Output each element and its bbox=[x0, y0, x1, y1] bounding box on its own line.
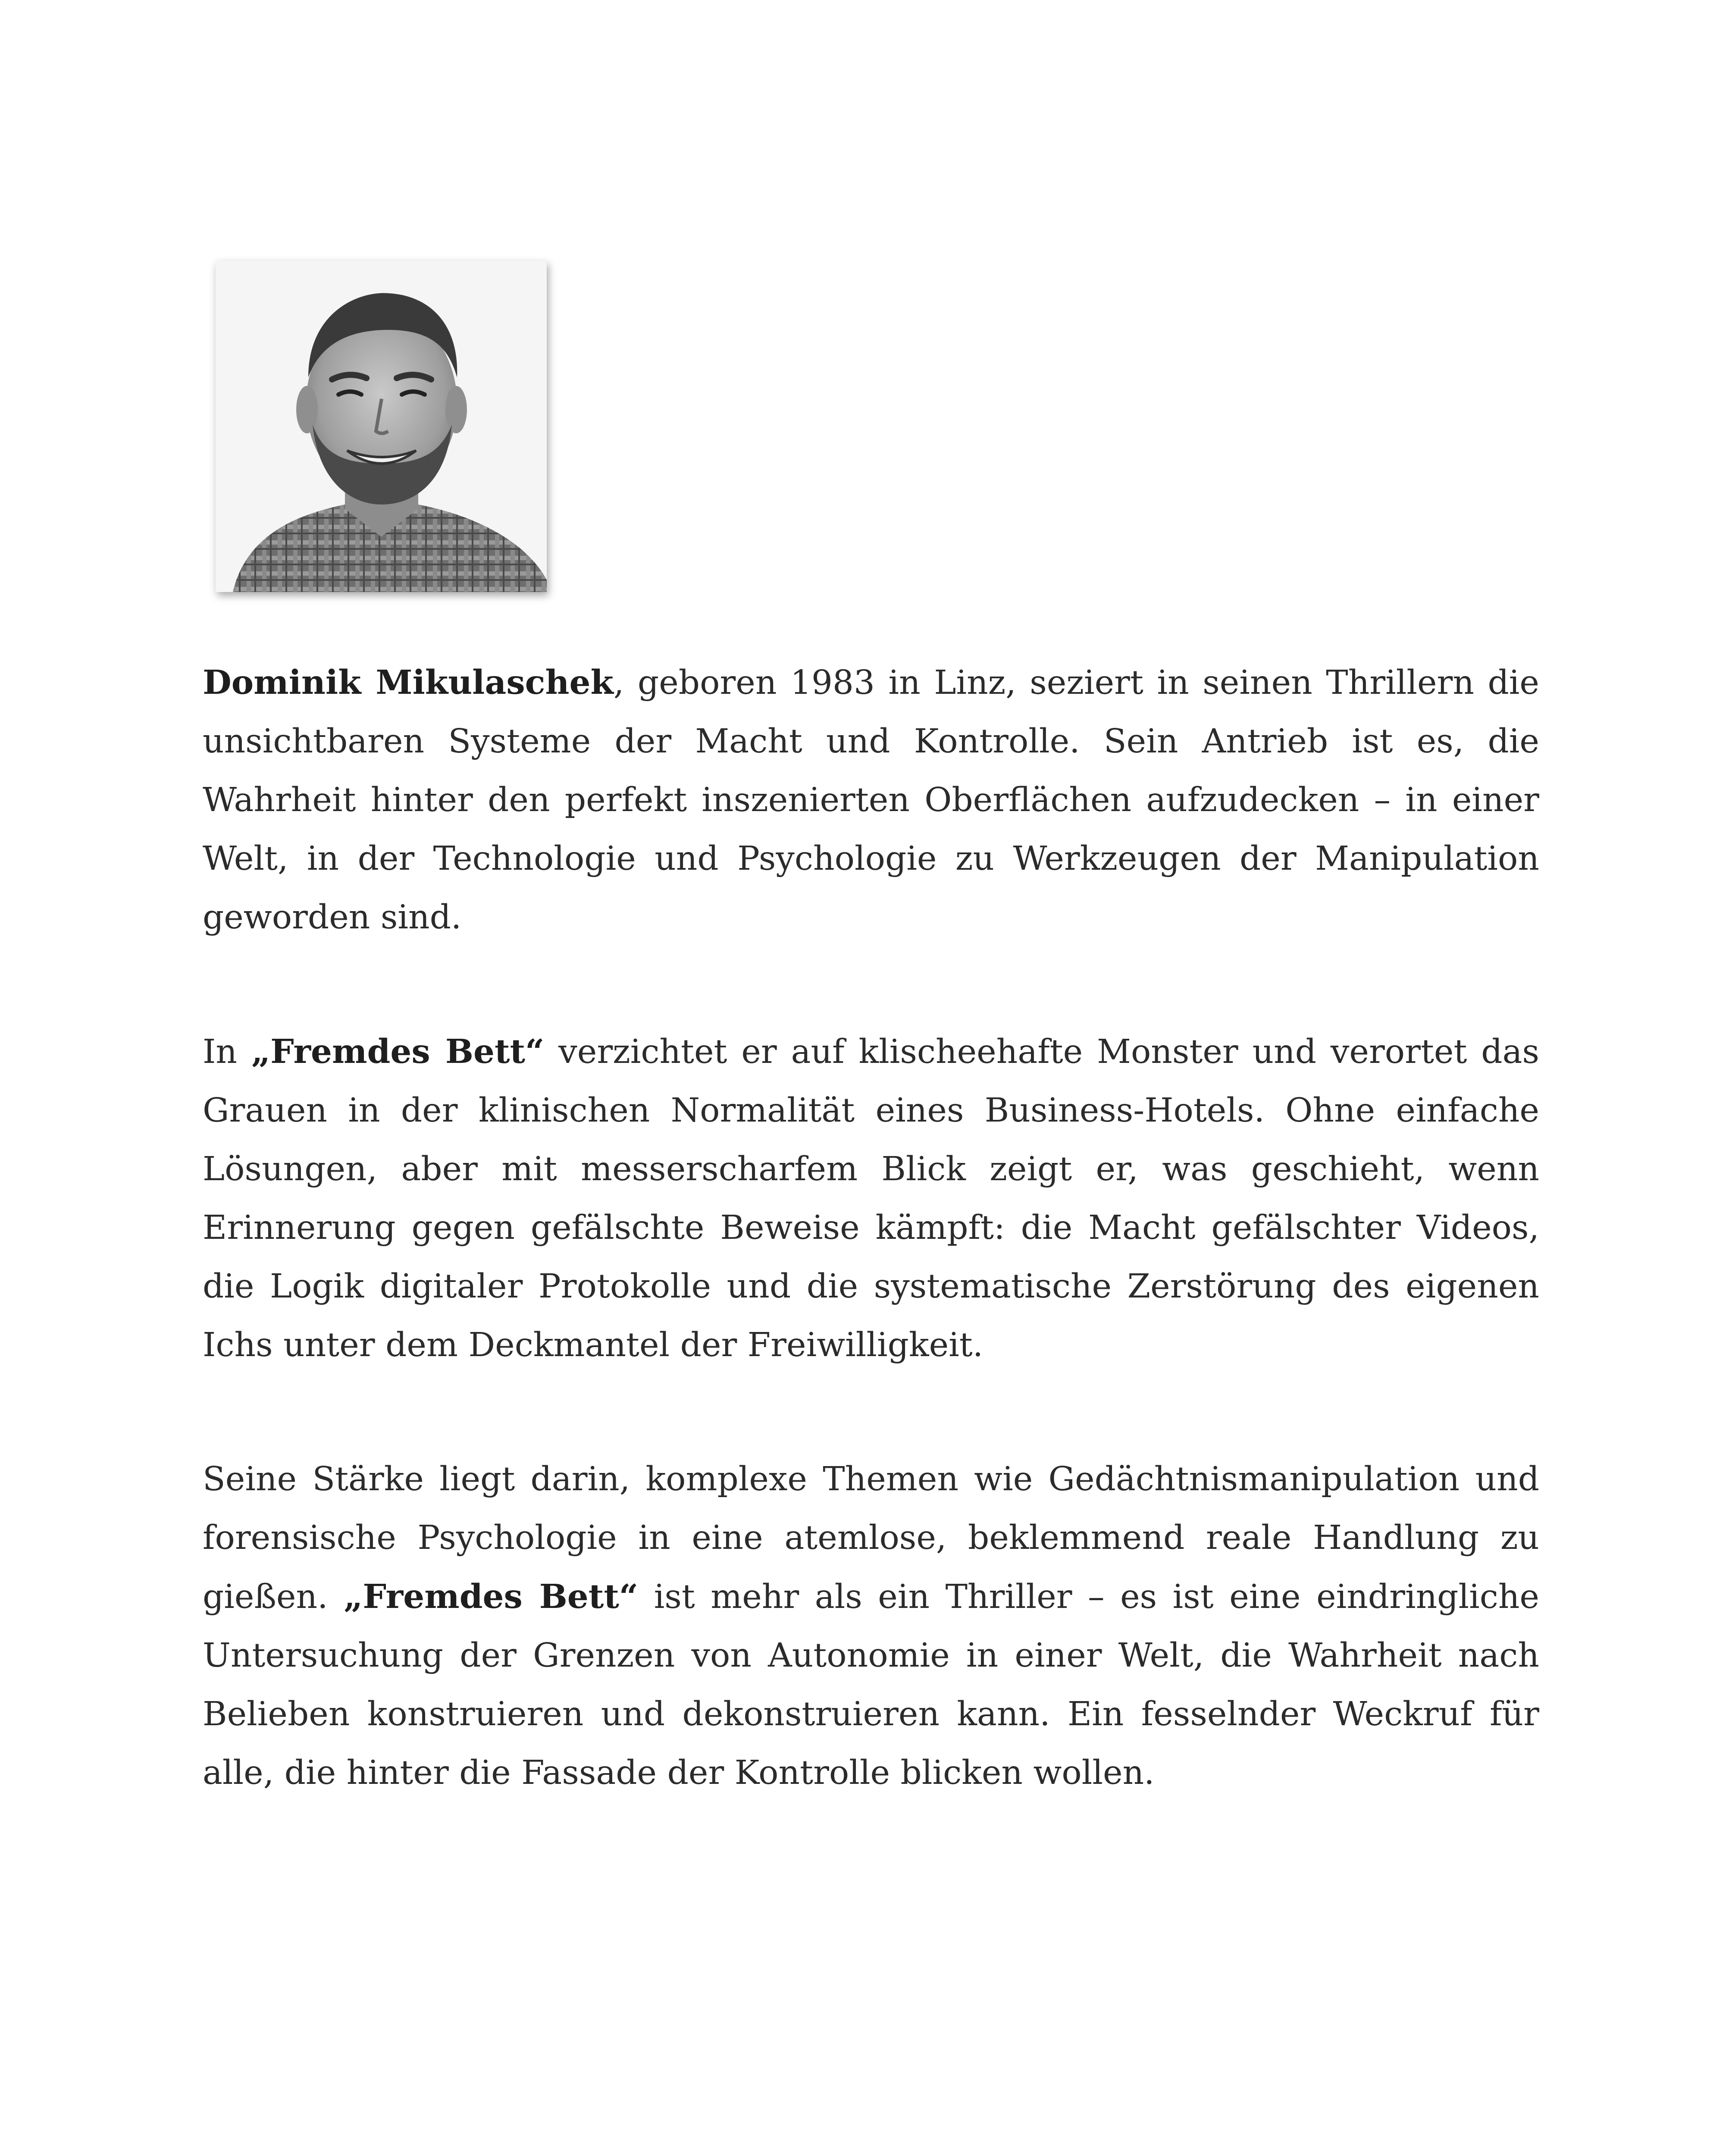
book-title: „Fremdes Bett“ bbox=[344, 1577, 639, 1616]
bio-paragraph-1-text: , geboren 1983 in Linz, seziert in seinen Thrillern die unsichtbaren Systeme der Macht und Kontrolle. Sein Antrieb ist es, die Wahrheit hinter den perfekt inszenierten Oberflächen aufzudecken – in einer Welt, in der Technologie und Psychologie zu Werkzeugen der Manipulation geworden sind. bbox=[203, 664, 1539, 937]
bio-paragraph-2-text: verzichtet er auf klischeehafte Monster und verortet das Grauen in der klinischen Normalität eines Business-Hotels. Ohne einfache Lösungen, aber mit messerscharfem Blick zeigt er, was geschieht, wenn Erinnerung gegen gefälschte Beweise kämpft: die Macht gefälschter Videos, die Logik digitaler Protokolle und die systematische Zerstörung des eigenen Ichs unter dem Deckmantel der Freiwilligkeit. bbox=[203, 1033, 1539, 1364]
bio-paragraph-2-lead: In bbox=[203, 1033, 251, 1071]
author-bio bbox=[203, 653, 1539, 1878]
author-photo bbox=[216, 261, 547, 592]
bio-paragraph-1 bbox=[203, 653, 1539, 947]
bio-paragraph-2 bbox=[203, 1022, 1539, 1375]
author-name: Dominik Mikulaschek bbox=[203, 663, 614, 702]
bio-paragraph-3 bbox=[203, 1450, 1539, 1802]
author-portrait-image bbox=[216, 261, 547, 592]
bio-paragraph-3-lead: Seine Stärke liegt darin, komplexe Themen wie Gedächtnismanipulation und forensische Psychologie in eine atemlose, beklemmend reale Handlung zu gießen. bbox=[203, 1460, 1539, 1616]
book-title: „Fremdes Bett“ bbox=[251, 1032, 545, 1071]
bio-paragraph-3-text: ist mehr als ein Thriller – es ist eine eindringliche Untersuchung der Grenzen von Autonomie in einer Welt, die Wahrheit nach Belieben konstruieren und dekonstruieren kann. Ein fesselnder Weckruf für alle, die hinter die Fassade der Kontrolle blicken wollen. bbox=[203, 1578, 1540, 1792]
